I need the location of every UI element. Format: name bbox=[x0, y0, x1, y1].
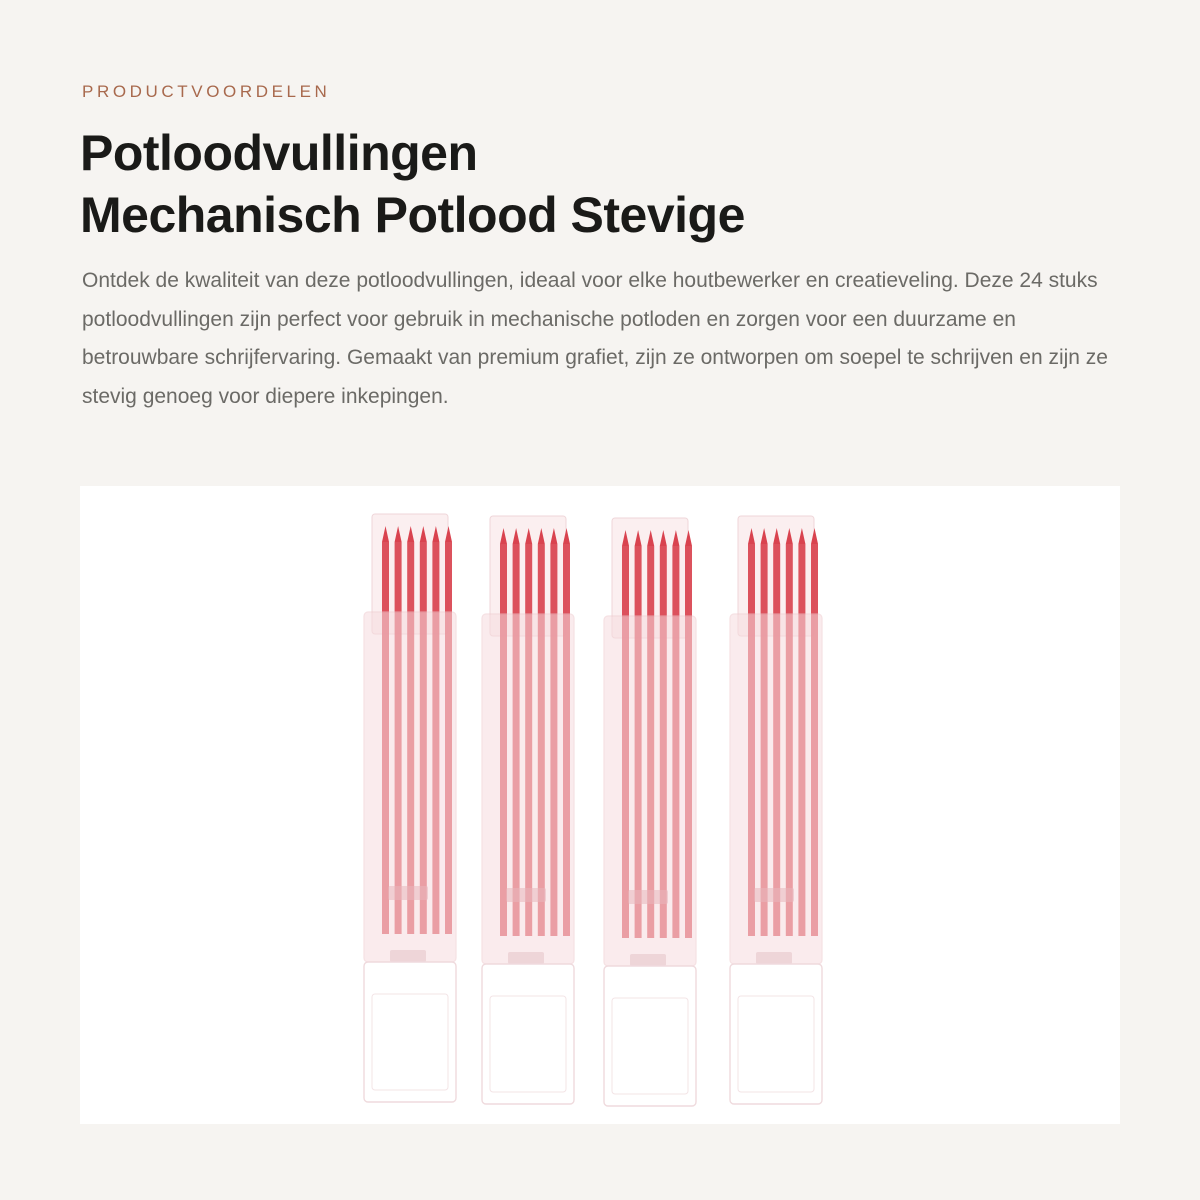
section-title bbox=[80, 122, 745, 246]
product-photo bbox=[80, 486, 1120, 1124]
lead-pack bbox=[482, 516, 574, 1104]
pack-case bbox=[604, 616, 696, 966]
pack-case bbox=[364, 612, 456, 962]
pack-imprint-lower bbox=[390, 950, 426, 962]
pack-clear-tab bbox=[604, 966, 696, 1106]
pack-imprint bbox=[628, 890, 668, 904]
pack-clear-tab bbox=[730, 964, 822, 1104]
section-description: Ontdek de kwaliteit van deze potloodvullingen, ideaal voor elke houtbewerker en creatieveling. Deze 24 stuks potloodvullingen zijn perfect voor gebruik in mechanische potloden en zorgen voor een duurzame en betrouwbare schrijfervaring. Gemaakt van premium grafiet, zijn ze ontworpen om soepel te schrijven en zijn ze stevig genoeg voor diepere inkepingen. bbox=[82, 269, 1108, 408]
pack-imprint-lower bbox=[630, 954, 666, 966]
pack-case bbox=[730, 614, 822, 964]
pack-clear-tab bbox=[364, 962, 456, 1102]
pack-case bbox=[482, 614, 574, 964]
pack-imprint bbox=[388, 886, 428, 900]
pack-clear-tab bbox=[482, 964, 574, 1104]
pack-imprint-lower bbox=[508, 952, 544, 964]
pack-imprint bbox=[754, 888, 794, 902]
pack-imprint-lower bbox=[756, 952, 792, 964]
eyebrow-label: PRODUCTVOORDELEN bbox=[82, 82, 331, 101]
lead-pack bbox=[364, 514, 456, 1102]
pack-imprint bbox=[506, 888, 546, 902]
lead-pack bbox=[604, 518, 696, 1106]
pencil-lead-packs-illustration bbox=[80, 486, 1120, 1124]
lead-pack bbox=[730, 516, 822, 1104]
title-line-2: Mechanisch Potlood Stevige bbox=[80, 187, 745, 243]
title-line-1: Potloodvullingen bbox=[80, 125, 478, 181]
